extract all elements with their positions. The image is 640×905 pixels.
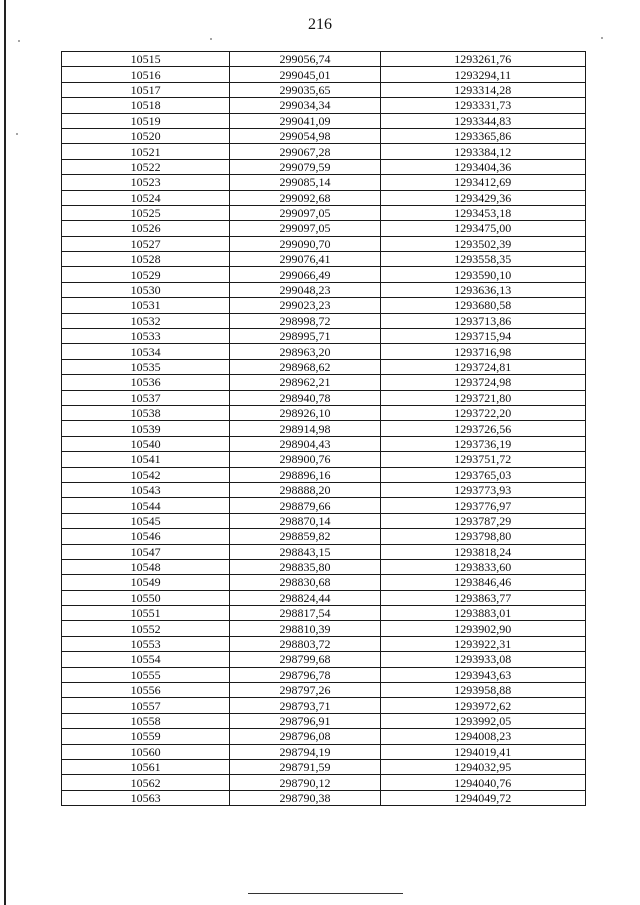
point-number-cell: 10517	[62, 82, 230, 97]
y-coordinate-cell: 1293863,77	[380, 590, 585, 605]
point-number-cell: 10536	[62, 375, 230, 390]
x-coordinate-cell: 298810,39	[230, 621, 380, 636]
x-coordinate-cell: 298796,08	[230, 729, 380, 744]
x-coordinate-cell: 299034,34	[230, 98, 380, 113]
x-coordinate-cell: 298793,71	[230, 698, 380, 713]
table-row	[62, 529, 586, 544]
point-number-cell: 10553	[62, 636, 230, 651]
coordinates-table	[61, 51, 586, 806]
y-coordinate-cell: 1293787,29	[380, 513, 585, 528]
table-row	[62, 98, 586, 113]
point-number-cell: 10545	[62, 513, 230, 528]
point-number-cell: 10547	[62, 544, 230, 559]
point-number-cell: 10527	[62, 236, 230, 251]
y-coordinate-cell: 1293972,62	[380, 698, 585, 713]
point-number-cell: 10525	[62, 205, 230, 220]
table-row	[62, 221, 586, 236]
y-coordinate-cell: 1293261,76	[380, 52, 585, 67]
x-coordinate-cell: 298998,72	[230, 313, 380, 328]
table-row	[62, 82, 586, 97]
coordinates-table-body	[62, 52, 586, 806]
table-row	[62, 621, 586, 636]
table-row	[62, 421, 586, 436]
table-row	[62, 344, 586, 359]
table-row	[62, 113, 586, 128]
table-row	[62, 775, 586, 790]
y-coordinate-cell: 1294019,41	[380, 744, 585, 759]
point-number-cell: 10549	[62, 575, 230, 590]
x-coordinate-cell: 298830,68	[230, 575, 380, 590]
y-coordinate-cell: 1294032,95	[380, 759, 585, 774]
point-number-cell: 10526	[62, 221, 230, 236]
table-row	[62, 467, 586, 482]
y-coordinate-cell: 1293365,86	[380, 128, 585, 143]
x-coordinate-cell: 299054,98	[230, 128, 380, 143]
y-coordinate-cell: 1293846,46	[380, 575, 585, 590]
y-coordinate-cell: 1293716,98	[380, 344, 585, 359]
x-coordinate-cell: 298968,62	[230, 359, 380, 374]
x-coordinate-cell: 298796,78	[230, 667, 380, 682]
x-coordinate-cell: 298824,44	[230, 590, 380, 605]
x-coordinate-cell: 298914,98	[230, 421, 380, 436]
y-coordinate-cell: 1294008,23	[380, 729, 585, 744]
point-number-cell: 10530	[62, 282, 230, 297]
y-coordinate-cell: 1293724,98	[380, 375, 585, 390]
y-coordinate-cell: 1293773,93	[380, 482, 585, 497]
point-number-cell: 10520	[62, 128, 230, 143]
point-number-cell: 10558	[62, 713, 230, 728]
table-row	[62, 498, 586, 513]
x-coordinate-cell: 298962,21	[230, 375, 380, 390]
x-coordinate-cell: 299090,70	[230, 236, 380, 251]
y-coordinate-cell: 1293736,19	[380, 436, 585, 451]
x-coordinate-cell: 298904,43	[230, 436, 380, 451]
table-row	[62, 313, 586, 328]
scan-speck	[16, 133, 18, 135]
y-coordinate-cell: 1293636,13	[380, 282, 585, 297]
point-number-cell: 10529	[62, 267, 230, 282]
y-coordinate-cell: 1294049,72	[380, 790, 585, 805]
x-coordinate-cell: 298794,19	[230, 744, 380, 759]
x-coordinate-cell: 299035,65	[230, 82, 380, 97]
x-coordinate-cell: 298963,20	[230, 344, 380, 359]
x-coordinate-cell: 298796,91	[230, 713, 380, 728]
x-coordinate-cell: 298879,66	[230, 498, 380, 513]
point-number-cell: 10537	[62, 390, 230, 405]
x-coordinate-cell: 298797,26	[230, 683, 380, 698]
y-coordinate-cell: 1293314,28	[380, 82, 585, 97]
y-coordinate-cell: 1293715,94	[380, 329, 585, 344]
point-number-cell: 10521	[62, 144, 230, 159]
point-number-cell: 10548	[62, 559, 230, 574]
point-number-cell: 10554	[62, 652, 230, 667]
y-coordinate-cell: 1293724,81	[380, 359, 585, 374]
x-coordinate-cell: 299085,14	[230, 175, 380, 190]
table-row	[62, 790, 586, 805]
table-row	[62, 667, 586, 682]
table-row	[62, 267, 586, 282]
point-number-cell: 10535	[62, 359, 230, 374]
point-number-cell: 10518	[62, 98, 230, 113]
x-coordinate-cell: 298835,80	[230, 559, 380, 574]
point-number-cell: 10552	[62, 621, 230, 636]
y-coordinate-cell: 1293475,00	[380, 221, 585, 236]
y-coordinate-cell: 1294040,76	[380, 775, 585, 790]
x-coordinate-cell: 299056,74	[230, 52, 380, 67]
x-coordinate-cell: 298940,78	[230, 390, 380, 405]
point-number-cell: 10555	[62, 667, 230, 682]
y-coordinate-cell: 1293992,05	[380, 713, 585, 728]
table-row	[62, 236, 586, 251]
scan-speck	[18, 40, 20, 42]
x-coordinate-cell: 298888,20	[230, 482, 380, 497]
table-row	[62, 282, 586, 297]
y-coordinate-cell: 1293933,08	[380, 652, 585, 667]
x-coordinate-cell: 299092,68	[230, 190, 380, 205]
y-coordinate-cell: 1293453,18	[380, 205, 585, 220]
y-coordinate-cell: 1293331,73	[380, 98, 585, 113]
point-number-cell: 10531	[62, 298, 230, 313]
table-row	[62, 390, 586, 405]
y-coordinate-cell: 1293818,24	[380, 544, 585, 559]
y-coordinate-cell: 1293722,20	[380, 405, 585, 420]
x-coordinate-cell: 298790,38	[230, 790, 380, 805]
y-coordinate-cell: 1293883,01	[380, 606, 585, 621]
table-row	[62, 482, 586, 497]
y-coordinate-cell: 1293412,69	[380, 175, 585, 190]
table-row	[62, 329, 586, 344]
table-row	[62, 52, 586, 67]
y-coordinate-cell: 1293429,36	[380, 190, 585, 205]
table-row	[62, 575, 586, 590]
table-row	[62, 759, 586, 774]
point-number-cell: 10551	[62, 606, 230, 621]
table-row	[62, 252, 586, 267]
footer-rule	[248, 893, 403, 894]
point-number-cell: 10557	[62, 698, 230, 713]
x-coordinate-cell: 299048,23	[230, 282, 380, 297]
page-number: 216	[308, 16, 332, 33]
table-row	[62, 298, 586, 313]
y-coordinate-cell: 1293798,80	[380, 529, 585, 544]
x-coordinate-cell: 298803,72	[230, 636, 380, 651]
point-number-cell: 10524	[62, 190, 230, 205]
point-number-cell: 10543	[62, 482, 230, 497]
point-number-cell: 10560	[62, 744, 230, 759]
table-row	[62, 144, 586, 159]
x-coordinate-cell: 299097,05	[230, 205, 380, 220]
x-coordinate-cell: 298843,15	[230, 544, 380, 559]
point-number-cell: 10528	[62, 252, 230, 267]
point-number-cell: 10539	[62, 421, 230, 436]
x-coordinate-cell: 299079,59	[230, 159, 380, 174]
y-coordinate-cell: 1293294,11	[380, 67, 585, 82]
point-number-cell: 10534	[62, 344, 230, 359]
table-row	[62, 128, 586, 143]
table-row	[62, 544, 586, 559]
table-row	[62, 713, 586, 728]
x-coordinate-cell: 299045,01	[230, 67, 380, 82]
point-number-cell: 10538	[62, 405, 230, 420]
table-row	[62, 606, 586, 621]
x-coordinate-cell: 299023,23	[230, 298, 380, 313]
x-coordinate-cell: 299076,41	[230, 252, 380, 267]
y-coordinate-cell: 1293680,58	[380, 298, 585, 313]
y-coordinate-cell: 1293344,83	[380, 113, 585, 128]
point-number-cell: 10516	[62, 67, 230, 82]
table-row	[62, 590, 586, 605]
point-number-cell: 10544	[62, 498, 230, 513]
point-number-cell: 10542	[62, 467, 230, 482]
table-row	[62, 190, 586, 205]
point-number-cell: 10563	[62, 790, 230, 805]
point-number-cell: 10523	[62, 175, 230, 190]
scan-speck	[601, 37, 603, 39]
x-coordinate-cell: 298791,59	[230, 759, 380, 774]
table-row	[62, 744, 586, 759]
table-row	[62, 513, 586, 528]
point-number-cell: 10559	[62, 729, 230, 744]
x-coordinate-cell: 298799,68	[230, 652, 380, 667]
point-number-cell: 10546	[62, 529, 230, 544]
table-row	[62, 559, 586, 574]
table-row	[62, 175, 586, 190]
point-number-cell: 10550	[62, 590, 230, 605]
table-row	[62, 375, 586, 390]
x-coordinate-cell: 298926,10	[230, 405, 380, 420]
point-number-cell: 10515	[62, 52, 230, 67]
x-coordinate-cell: 299067,28	[230, 144, 380, 159]
table-row	[62, 652, 586, 667]
x-coordinate-cell: 299097,05	[230, 221, 380, 236]
x-coordinate-cell: 298790,12	[230, 775, 380, 790]
scan-edge-line	[4, 0, 6, 905]
y-coordinate-cell: 1293958,88	[380, 683, 585, 698]
table-row	[62, 698, 586, 713]
y-coordinate-cell: 1293833,60	[380, 559, 585, 574]
point-number-cell: 10533	[62, 329, 230, 344]
point-number-cell: 10556	[62, 683, 230, 698]
point-number-cell: 10540	[62, 436, 230, 451]
y-coordinate-cell: 1293922,31	[380, 636, 585, 651]
table-row	[62, 636, 586, 651]
x-coordinate-cell: 298817,54	[230, 606, 380, 621]
y-coordinate-cell: 1293902,90	[380, 621, 585, 636]
y-coordinate-cell: 1293765,03	[380, 467, 585, 482]
table-row	[62, 436, 586, 451]
x-coordinate-cell: 299066,49	[230, 267, 380, 282]
y-coordinate-cell: 1293590,10	[380, 267, 585, 282]
point-number-cell: 10541	[62, 452, 230, 467]
x-coordinate-cell: 298900,76	[230, 452, 380, 467]
x-coordinate-cell: 298859,82	[230, 529, 380, 544]
y-coordinate-cell: 1293404,36	[380, 159, 585, 174]
scan-speck	[210, 38, 212, 40]
y-coordinate-cell: 1293713,86	[380, 313, 585, 328]
table-row	[62, 359, 586, 374]
table-row	[62, 159, 586, 174]
table-row	[62, 452, 586, 467]
y-coordinate-cell: 1293776,97	[380, 498, 585, 513]
x-coordinate-cell: 299041,09	[230, 113, 380, 128]
table-row	[62, 205, 586, 220]
x-coordinate-cell: 298896,16	[230, 467, 380, 482]
x-coordinate-cell: 298870,14	[230, 513, 380, 528]
y-coordinate-cell: 1293558,35	[380, 252, 585, 267]
point-number-cell: 10519	[62, 113, 230, 128]
y-coordinate-cell: 1293721,80	[380, 390, 585, 405]
table-row	[62, 729, 586, 744]
y-coordinate-cell: 1293751,72	[380, 452, 585, 467]
y-coordinate-cell: 1293384,12	[380, 144, 585, 159]
table-row	[62, 67, 586, 82]
point-number-cell: 10561	[62, 759, 230, 774]
y-coordinate-cell: 1293726,56	[380, 421, 585, 436]
point-number-cell: 10532	[62, 313, 230, 328]
x-coordinate-cell: 298995,71	[230, 329, 380, 344]
y-coordinate-cell: 1293943,63	[380, 667, 585, 682]
point-number-cell: 10522	[62, 159, 230, 174]
table-row	[62, 405, 586, 420]
y-coordinate-cell: 1293502,39	[380, 236, 585, 251]
table-row	[62, 683, 586, 698]
point-number-cell: 10562	[62, 775, 230, 790]
